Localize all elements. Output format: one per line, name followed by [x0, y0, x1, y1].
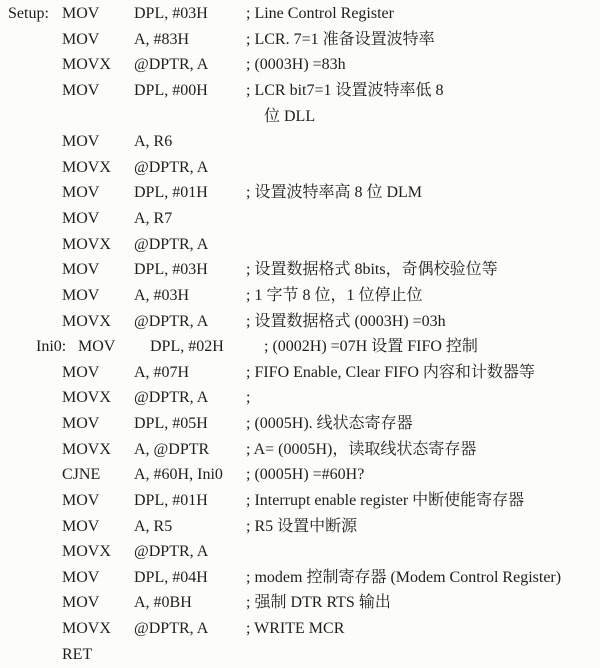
code-line [0, 590, 600, 616]
comment-continuation-line [0, 104, 600, 130]
comment: ; 设置数据格式 8bits，奇偶校验位等 [246, 261, 498, 279]
operands: @DPTR, A [134, 620, 209, 637]
operands: A, R5 [134, 517, 173, 535]
code-line [0, 52, 600, 78]
code-line [0, 514, 600, 540]
code-line [0, 232, 600, 258]
operands: A, @DPTR [134, 440, 210, 458]
comment: ; (0005H). 线状态寄存器 [246, 415, 413, 432]
code-line [0, 27, 600, 53]
code-line [0, 180, 600, 206]
operands: @DPTR, A [134, 543, 209, 561]
assembly-code-listing [0, 1, 600, 668]
comment: ; FIFO Enable, Clear FIFO 内容和计数器等 [246, 363, 535, 381]
operands: DPL, #00H [134, 81, 208, 99]
comment: ; WRITE MCR [246, 620, 345, 637]
code-line [0, 488, 600, 514]
opcode: MOV [62, 184, 100, 202]
opcode: MOV [62, 491, 100, 509]
operands: DPL, #03H [134, 261, 208, 279]
operands: A, R6 [134, 133, 173, 151]
operands: A, #83H [134, 30, 190, 48]
code-line [0, 539, 600, 565]
comment: ; [246, 389, 251, 407]
code-line [0, 155, 600, 181]
opcode: MOVX [62, 312, 111, 330]
opcode: CJNE [62, 466, 101, 484]
code-label: Setup: [8, 5, 49, 22]
opcode: MOV [62, 5, 100, 22]
comment: ; 强制 DTR RTS 输出 [246, 594, 391, 612]
opcode: MOVX [62, 389, 111, 407]
opcode: MOVX [62, 56, 111, 74]
opcode: MOV [62, 517, 100, 535]
opcode: MOV [62, 210, 100, 227]
comment: ; 1 字节 8 位，1 位停止位 [246, 286, 423, 304]
operands: DPL, #04H [134, 568, 208, 586]
opcode: MOV [62, 30, 100, 48]
code-line [0, 360, 600, 386]
comment: ; 设置波特率高 8 位 DLM [246, 184, 423, 202]
code-line [0, 642, 600, 668]
operands: DPL, #03H [134, 5, 208, 22]
comment: ; 设置数据格式 (0003H) =03h [246, 312, 446, 330]
code-line [0, 334, 600, 360]
code-line [0, 129, 600, 155]
operands: DPL, #01H [134, 491, 208, 509]
comment: ; (0003H) =83h [246, 56, 346, 74]
code-line [0, 385, 600, 411]
opcode: RET [62, 645, 93, 663]
operands: A, #03H [134, 286, 190, 304]
code-label: Ini0: [36, 338, 67, 356]
opcode: MOVX [62, 543, 111, 561]
operands: @DPTR, A [134, 312, 209, 330]
code-line [0, 462, 600, 488]
operands: A, #07H [134, 363, 190, 381]
opcode: MOV [78, 338, 116, 356]
code-line [0, 257, 600, 283]
code-line [0, 309, 600, 335]
opcode: MOVX [62, 440, 111, 458]
code-line [0, 283, 600, 309]
operands: @DPTR, A [134, 158, 209, 176]
code-line [0, 565, 600, 591]
code-line [0, 1, 600, 27]
comment: ; (0005H) =#60H? [246, 466, 365, 484]
opcode: MOV [62, 568, 100, 586]
code-line [0, 411, 600, 437]
comment: ; R5 设置中断源 [246, 517, 358, 535]
comment: ; A= (0005H)，读取线状态寄存器 [246, 440, 477, 458]
opcode: MOV [62, 415, 100, 432]
operands: DPL, #05H [134, 415, 208, 432]
code-line [0, 437, 600, 463]
operands: A, #0BH [134, 594, 192, 612]
comment: ; Interrupt enable register 中断使能寄存器 [246, 491, 525, 509]
opcode: MOV [62, 81, 100, 99]
comment: ; LCR bit7=1 设置波特率低 8 [246, 81, 444, 99]
code-line [0, 78, 600, 104]
opcode: MOVX [62, 620, 111, 637]
comment: ; modem 控制寄存器 (Modem Control Register) [246, 568, 562, 586]
code-line [0, 206, 600, 232]
opcode: MOV [62, 286, 100, 304]
opcode: MOV [62, 133, 100, 151]
comment: ; (0002H) =07H 设置 FIFO 控制 [264, 338, 478, 356]
operands: A, R7 [134, 210, 173, 227]
opcode: MOVX [62, 158, 111, 176]
opcode: MOV [62, 261, 100, 279]
operands: @DPTR, A [134, 56, 209, 74]
operands: @DPTR, A [134, 235, 209, 253]
comment-continuation-text: 位 DLL [264, 107, 316, 125]
operands: DPL, #01H [134, 184, 208, 202]
code-line [0, 616, 600, 642]
opcode: MOVX [62, 235, 111, 253]
comment: ; LCR. 7=1 准备设置波特率 [246, 30, 435, 48]
operands: A, #60H, Ini0 [134, 466, 223, 484]
opcode: MOV [62, 363, 100, 381]
operands: @DPTR, A [134, 389, 209, 407]
operands: DPL, #02H [150, 338, 224, 356]
comment: ; Line Control Register [246, 5, 394, 22]
opcode: MOV [62, 594, 100, 612]
